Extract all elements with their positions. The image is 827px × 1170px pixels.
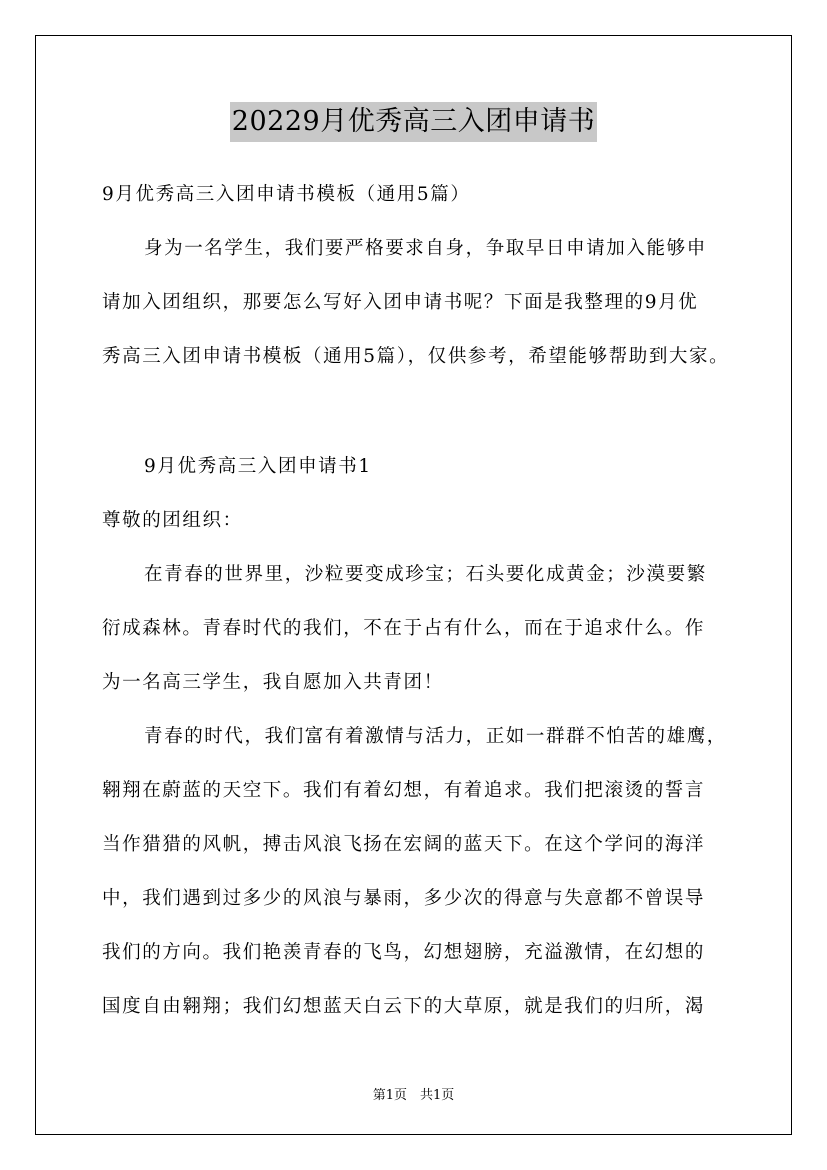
intro-line-3: 秀高三入团申请书模板（通用5篇），仅供参考，希望能够帮助到大家。 — [102, 346, 730, 367]
title-container — [0, 102, 827, 142]
document-title: 20229月优秀高三入团申请书 — [230, 102, 597, 142]
section-heading: 9月优秀高三入团申请书1 — [144, 456, 372, 477]
page-footer: 第1页 共1页 — [372, 1088, 455, 1103]
body-line-7: 中，我们遇到过多少的风浪与暴雨，多少次的得意与失意都不曾误导 — [102, 888, 706, 909]
salutation: 尊敬的团组织： — [102, 510, 243, 531]
body-line-5: 翱翔在蔚蓝的天空下。我们有着幻想，有着追求。我们把滚烫的誓言 — [102, 780, 706, 801]
body-line-8: 我们的方向。我们艳羡青春的飞鸟，幻想翅膀，充溢激情，在幻想的 — [102, 942, 706, 963]
body-line-2: 衍成森林。青春时代的我们，不在于占有什么，而在于追求什么。作 — [102, 618, 706, 639]
body-line-1: 在青春的世界里，沙粒要变成珍宝；石头要化成黄金；沙漠要繁 — [144, 564, 707, 585]
intro-line-2: 请加入团组织，那要怎么写好入团申请书呢？下面是我整理的9月优 — [102, 292, 699, 313]
body-line-3: 为一名高三学生，我自愿加入共青团！ — [102, 672, 444, 693]
body-line-9: 国度自由翱翔；我们幻想蓝天白云下的大草原，就是我们的归所，渴 — [102, 996, 706, 1017]
document-subtitle: 9月优秀高三入团申请书模板（通用5篇） — [102, 184, 471, 205]
body-line-6: 当作猎猎的风帆，搏击风浪飞扬在宏阔的蓝天下。在这个学问的海洋 — [102, 834, 706, 855]
intro-line-1: 身为一名学生，我们要严格要求自身，争取早日申请加入能够申 — [144, 238, 707, 259]
body-line-4: 青春的时代，我们富有着激情与活力，正如一群群不怕苦的雄鹰， — [144, 726, 727, 747]
